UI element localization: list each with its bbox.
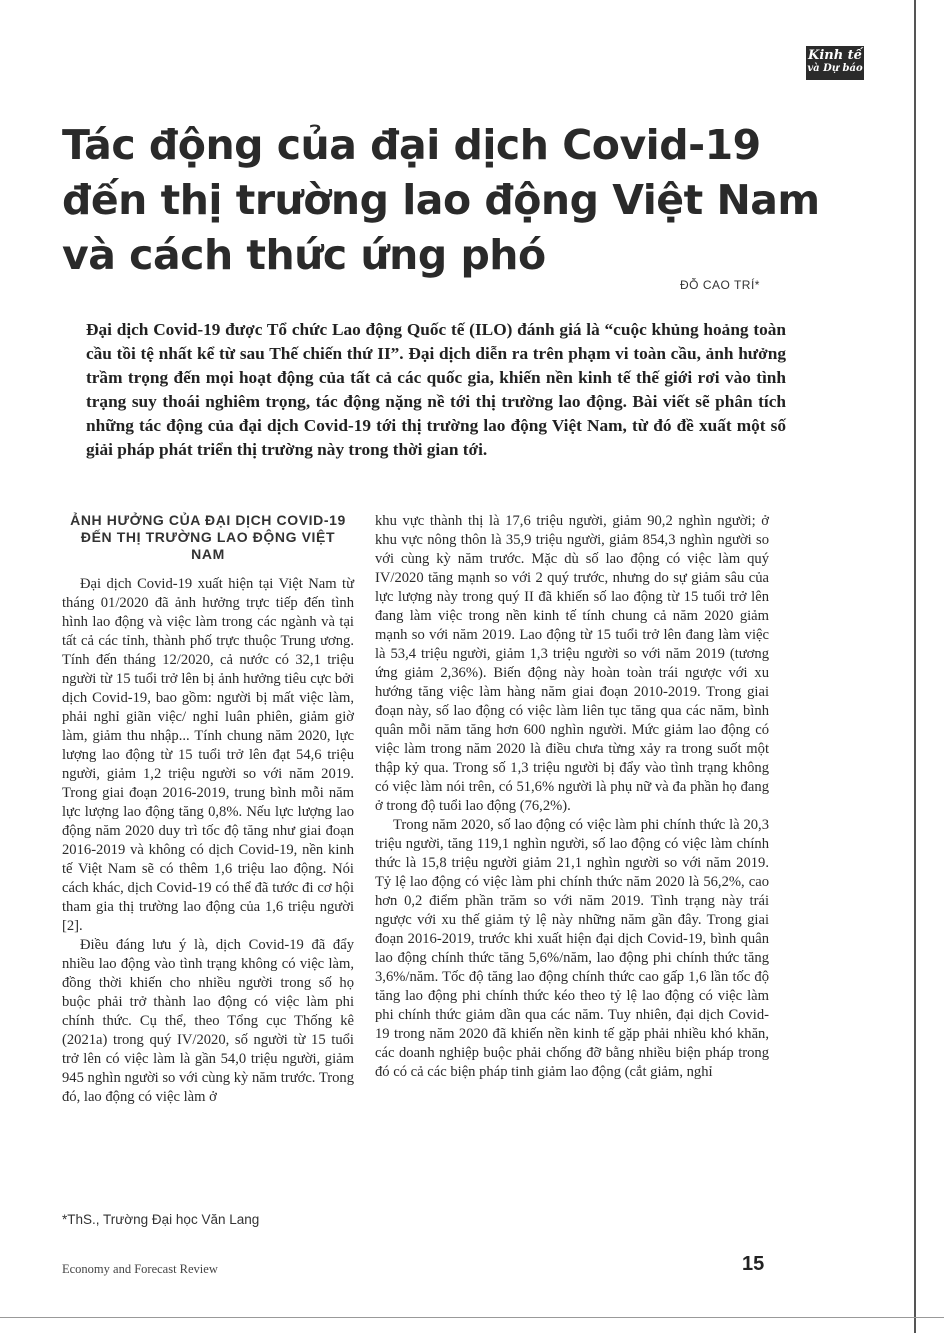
author-name: ĐỖ CAO TRÍ*: [680, 278, 760, 292]
section-heading: ẢNH HƯỞNG CỦA ĐẠI DỊCH COVID-19 ĐẾN THỊ TRƯỜNG LAO ĐỘNG VIỆT NAM: [70, 512, 346, 562]
article-title: [62, 118, 820, 283]
body-paragraph: Trong năm 2020, số lao động có việc làm phi chính thức là 20,3 triệu người, tăng 119,1 nghìn người, số lao động có việc làm chính thức là 15,8 triệu người giảm 21,1 nghìn người so với năm 2019. Tỷ lệ lao động có việc làm phi chính thức năm 2020 là 56,2%, cao hơn 0,2 điểm phần trăm so với năm 2019. Tình trạng này trái ngược với xu thế giảm tỷ lệ này những năm gần đây. Trong giai đoạn 2016-2019, trước khi xuất hiện đại dịch Covid-19, bình quân lao động chính thức tăng 5,6%/năm, lao động phi chính thức tăng 3,6%/năm. Tốc độ tăng lao động chính thức cao gấp 1,6 lần tốc độ tăng lao động phi chính thức kéo theo tỷ lệ lao động có việc làm phi chính thức giảm dần qua các năm. Tuy nhiên, đại dịch Covid-19 trong năm 2020 đã khiến nền kinh tế gặp phải nhiều khó khăn, các doanh nghiệp buộc phải chống đỡ bằng nhiều biện pháp trong đó có cả các biện pháp tinh giảm lao động (cắt giảm, nghỉ: [375, 817, 769, 1080]
right-margin-rule: [914, 0, 916, 1333]
left-column: [62, 512, 354, 1107]
body-paragraph: Đại dịch Covid-19 xuất hiện tại Việt Nam từ tháng 01/2020 đã ảnh hưởng trực tiếp đến tình hình lao động và việc làm trong các ngành và tại tất cả các tỉnh, thành phố trực thuộc Trung ương. Tính đến tháng 12/2020, cả nước có 32,1 triệu người từ 15 tuổi trở lên bị ảnh hưởng tiêu cực bởi dịch Covid-19, bao gồm: người bị mất việc làm, phải nghỉ giãn việc/ nghỉ luân phiên, giảm giờ làm, giảm thu nhập... Tính chung năm 2020, lực lượng lao động từ 15 tuổi trở lên đạt 54,6 triệu người, giảm 1,2 triệu người so với năm 2019. Trong giai đoạn 2016-2019, trung bình mỗi năm lực lượng lao động tăng 0,8%. Nếu lực lượng lao động năm 2020 duy trì tốc độ tăng như giai đoạn 2016-2019 và không có dịch Covid-19, nền kinh tế Việt Nam sẽ có thêm 1,6 triệu lao động. Nói cách khác, dịch Covid-19 có thể đã tước đi cơ hội tham gia thị trường lao động của 1,6 triệu người [2].: [62, 576, 354, 934]
body-paragraph: Điều đáng lưu ý là, dịch Covid-19 đã đẩy nhiều lao động vào tình trạng không có việc làm, đồng thời khiến cho nhiều người trong số họ buộc phải trở thành lao động có việc làm phi chính thức. Cụ thể, theo Tổng cục Thống kê (2021a) trong quý IV/2020, số người từ 15 tuổi trở lên có việc làm là gần 54,0 triệu người, giảm 945 nghìn người so với cùng kỳ năm trước. Trong đó, lao động có việc làm ở: [62, 937, 354, 1105]
bottom-rule: [0, 1317, 944, 1318]
abstract: Đại dịch Covid-19 được Tổ chức Lao động Quốc tế (ILO) đánh giá là “cuộc khủng hoảng toàn cầu tồi tệ nhất kể từ sau Thế chiến thứ II”. Đại dịch diễn ra trên phạm vi toàn cầu, ảnh hưởng trầm trọng đến mọi hoạt động của tất cả các quốc gia, khiến nền kinh tế thế giới rơi vào tình trạng suy thoái nghiêm trọng, tác động nặng nề tới thị trường lao động. Bài viết sẽ phân tích những tác động của đại dịch Covid-19 tới thị trường lao động Việt Nam, từ đó đề xuất một số giải pháp phát triển thị trường này trong thời gian tới.: [86, 320, 786, 459]
title-line-1: Tác động của đại dịch Covid-19: [62, 121, 761, 169]
title-line-3: và cách thức ứng phó: [62, 231, 546, 279]
title-line-2: đến thị trường lao động Việt Nam: [62, 176, 820, 224]
badge-line-2: và Dự báo: [807, 63, 863, 74]
author-footnote: *ThS., Trường Đại học Văn Lang: [62, 1212, 260, 1227]
body-paragraph: khu vực thành thị là 17,6 triệu người, giảm 90,2 nghìn người; ở khu vực nông thôn là 35,9 triệu người, giảm 854,3 nghìn người so với cùng kỳ năm trước. Mặc dù số lao động có việc làm quý IV/2020 tăng mạnh so với 2 quý trước, nhưng do sự giảm sâu của lực lượng này trong quý II đã khiến số lao động từ 15 tuổi trở lên đang làm việc trong nền kinh tế tính chung cả năm 2020 giảm mạnh so với năm 2019. Lao động từ 15 tuổi trở lên đang làm việc là 53,4 triệu người, giảm 1,3 triệu người so với năm 2019 (tương ứng giảm 2,36%). Biến động này hoàn toàn trái ngược với xu hướng tăng việc làm hàng năm giai đoạn 2010-2019. Trong giai đoạn này, số lao động có việc làm liên tục tăng qua các năm, bình quân mỗi năm tăng hơn 600 nghìn người. Mức giảm lao động có việc làm trong năm 2020 là điều chưa từng xảy ra trong suốt một thập kỷ qua. Trong số 1,3 triệu người bị đẩy vào tình trạng không có việc làm nói trên, có 51,6% người là phụ nữ và đa phần họ đang ở trong độ tuổi lao động (76,2%).: [375, 513, 769, 814]
page-number: 15: [742, 1253, 765, 1275]
right-column: [375, 512, 769, 1082]
journal-name-footer: Economy and Forecast Review: [62, 1262, 218, 1276]
badge-line-1: Kinh tế: [808, 48, 862, 63]
journal-badge: [806, 46, 864, 80]
